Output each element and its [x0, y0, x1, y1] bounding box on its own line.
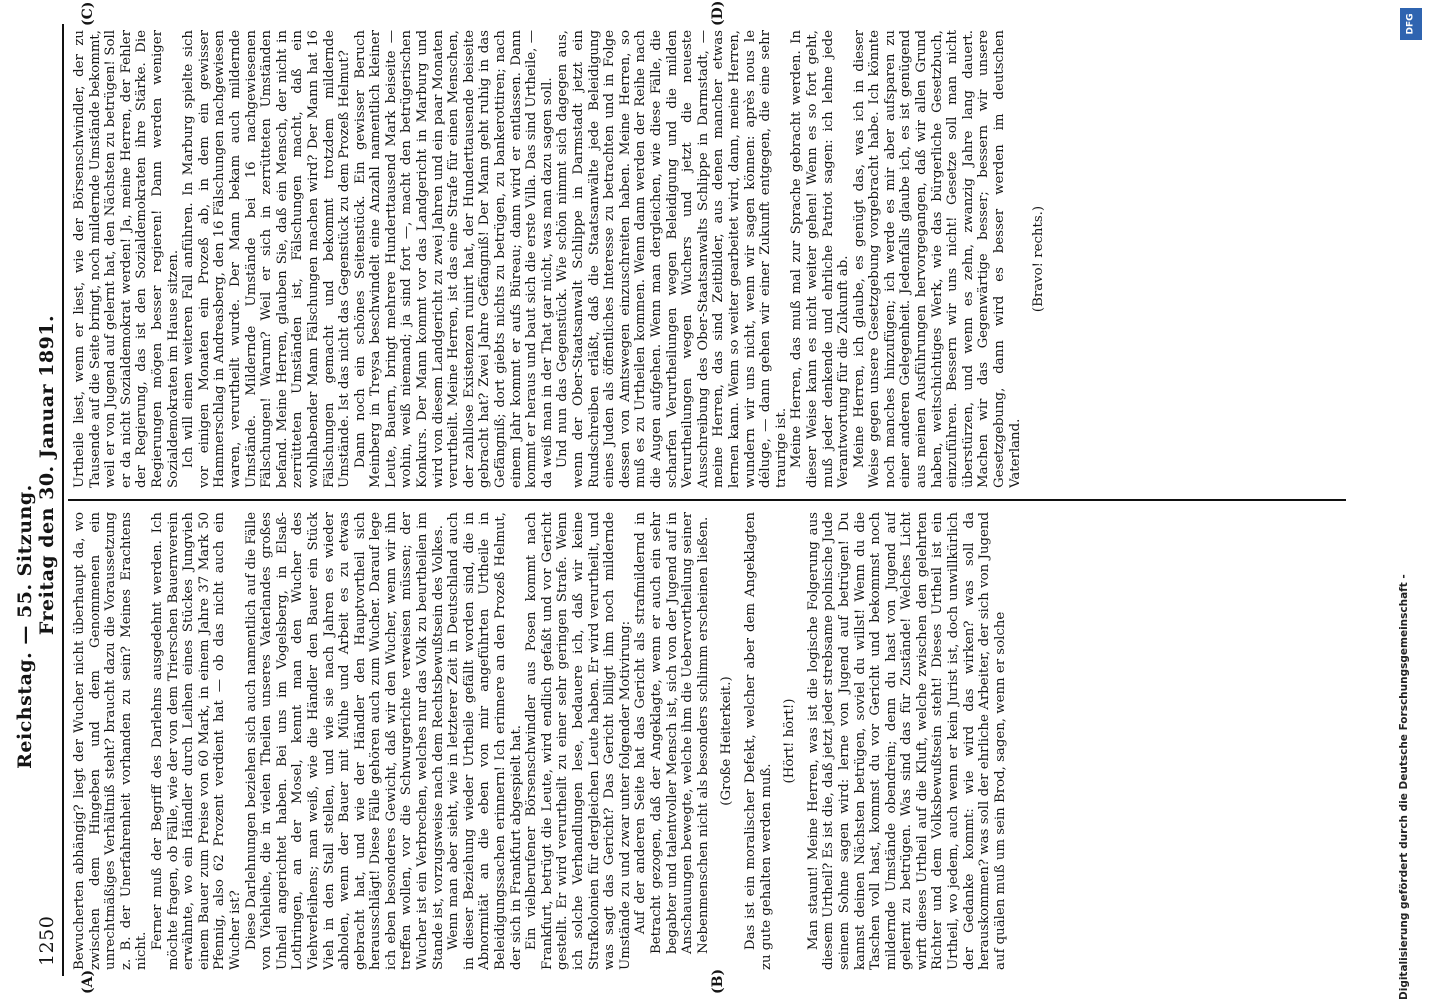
- column-divider: [68, 499, 1346, 501]
- interjection: (Bravo! rechts.): [1031, 205, 1047, 313]
- paragraph: Wenn man aber sieht, wie in letzterer Zeit in Deutschland auch in dieser Beziehung wieder Urtheile gefällt worden sind, die in Abnormität an die eben von mir angeführten Urtheile in Beleidigungssachen erinnern! Ich erinnere an den Prozeß Helmut, der sich in Frankfurt abgespielt hat.: [446, 512, 524, 970]
- rotated-document-page: [14, 0, 1360, 1000]
- right-running-title: Freitag den 30. Januar 1891.: [36, 314, 58, 636]
- paragraph: Meine Herren, ich glaube, es genügt das, was ich in dieser Weise gegen unsere Gesetzgebung vorgebracht habe. Ich könnte noch manches hinzufügen; ich werde es mir aber aufsparen zu einer anderen Gelegenheit. Jedenfalls glaube ich, es ist genügend aus meinen Ausführungen hervorgegangen, daß wir allen Grund haben, weitschichtiges Werk, wie das bürgerliche Gesetzbuch, einzuführen. Bessern wir uns nicht! Gesetze soll man nicht überstürzen, und wenn es zehn, zwanzig Jahre lang dauert. Machen wir das Gegenwärtige besser; bessern wir unsere Gesetzgebung, dann wird es besser werden im deutschen Vaterland.: [851, 30, 1023, 488]
- paragraph: Ferner muß der Begriff des Darlehns ausgedehnt werden. Ich möchte fragen, ob Fälle, wie der von dem Trierschen Bauernverein erwähnte, wo ein Händler durch Leihen eines Stückes Jungvieh einem Bauer zum Preise von 60 Mark, in einem Jahre 37 Mark 50 Pfennig, also 62 Prozent verdient hat — ob das nicht auch ein Wucher ist?: [149, 512, 243, 970]
- paragraph: Diese Darlehnungen beziehen sich auch namentlich auf die Fälle von Viehleihe, die in vielen Theilen unseres Vaterlandes großes Unheil angerichtet haben. Bei uns im Vogelsberg, in Elsaß-Lothringen, an der Mosel, kennt man den Wucher des Viehverleihens; man weiß, wie die Händler den Bauer ein Stück Vieh in den Stall stellen, und wie sie nach Jahren es wieder abholen, wenn der Bauer mit Mühe und Arbeit es zu etwas gebracht hat, und wie der Händler den Hauptvortheil sich herausschlägt! Diese Fälle gehören auch zum Wucher. Darauf lege ich eben besonderes Gewicht, daß wir den Wucher, wenn wir ihn treffen wollen, vor die Schwurgerichte verweisen müssen; der Wucher ist ein Verbrechen, welches nur das Volk zu beurtheilen im Stande ist, vorzugsweise nach dem Rechtsbewußtsein des Volkes.: [243, 512, 446, 970]
- running-title: [14, 84, 58, 866]
- credit-text: Digitalisierung gefördert durch die Deutsche Forschungsgemeinschaft -: [1398, 574, 1410, 1000]
- margin-marker-a: (A): [80, 969, 96, 994]
- paragraph: Ein vielberufener Börsenschwindler aus Posen kommt nach Frankfurt, betrügt die Leute, wird endlich gefaßt und vor Gericht gestellt. Er wird verurtheilt zu einer sehr geringen Strafe. Wenn ich solche Verhandlungen lese, bedauere ich, daß wir keine Strafkolonien für dergleichen Leute haben. Er wird verurtheilt, und was sagt das Gericht? Das Gericht billigt ihm noch mildernde Umstände zu und zwar unter folgender Motivirung:: [524, 512, 633, 970]
- left-text-column: [72, 512, 1342, 970]
- left-running-title: Reichstag. — 55. Sitzung.: [14, 484, 36, 769]
- paragraph: Und nun das Gegenstück. Wie schön nimmt sich dagegen aus, wenn der Ober-Staatsanwalt Schlippe in Darmstadt jetzt ein Rundschreiben erläßt, daß die Staatsanwälte jede Beleidigung eines Juden als öffentliches Interesse zu betrachten und in Folge dessen von Amtswegen einzuschreiten haben. Meine Herren, so muß es zu Urtheilen kommen. Wenn dann werden der Reihe nach die Augen aufgehen. Wenn man dergleichen, wie diese Fälle, die scharfen Verurtheilungen wegen Beleidigung und die milden Verurtheilungen wegen Wuchers und jetzt die neueste Ausschreibung des Ober-Staatsanwalts Schlippe in Darmstadt, — meine Herren, das sind Zeitbilder, aus denen mancher etwas lernen kann. Wenn so weiter gearbeitet wird, dann, meine Herren, wundern wir uns nicht, wenn wir sagen können: après nous le déluge, — dann gehen wir einer Zukunft entgegen, die eine sehr traurige ist.: [555, 30, 789, 488]
- page-header: [14, 24, 64, 976]
- margin-marker-d: (D): [710, 0, 726, 26]
- page-number: 1250: [36, 915, 58, 966]
- paragraph: Urtheile liest, wenn er liest, wie der Börsenschwindler, der zu Tausende auf die Seite bringt, noch mildernde Umstände bekommt, weil er von Jugend auf gelernt hat, den Nächsten zu betrügen! Soll er da nicht Sozialdemokrat werden! Ja, meine Herren, der Fehler der Regierung, das ist den Sozialdemokraten ihre Stärke. Die Regierungen mögen besser regieren! Dann werden weniger Sozialdemokraten im Hause sitzen.: [72, 30, 181, 488]
- dfg-logo-text: DFG: [1405, 13, 1416, 35]
- paragraph: Das ist ein moralischer Defekt, welcher aber dem Angeklagten zu gute gehalten werden muß.: [742, 512, 774, 970]
- dfg-logo: [1400, 8, 1422, 40]
- margin-marker-c: (C): [80, 1, 96, 26]
- quoted-paragraph: Auf der anderen Seite hat das Gericht als strafmildernd in Betracht gezogen, daß der Angeklagte, wenn er auch ein sehr begabter und talentvoller Mensch ist, sich von der Jugend auf in Anschauungen bewegte, welche ihm die Uebervortheilung seiner Nebenmenschen nicht als besonders schlimm erscheinen ließen.: [633, 512, 711, 955]
- margin-marker-b: (B): [710, 968, 726, 994]
- digitization-credit: [1398, 0, 1424, 1000]
- paragraph: Ich will einen weiteren Fall anführen. In Marburg spielte sich vor einigen Monaten ein Prozeß ab, in dem ein gewisser Hammerschlag in Andreasberg, den 16 Fälschungen nachgewiesen waren, verurtheilt wurde. Der Mann bekam auch mildernde Umstände. Mildernde Umstände bei 16 nachgewiesenen Fälschungen! Warum? Weil er sich in zerrütteten Umständen befand. Meine Herren, glauben Sie, daß ein Mensch, der nicht in zerrütteten Umständen ist, Fälschungen macht, daß ein wohlhabender Mann Fälschungen machen wird? Der Mann hat 16 Fälschungen gemacht und bekommt trotzdem mildernde Umstände. Ist das nicht das Gegenstück zu dem Prozeß Helmut?: [181, 30, 353, 488]
- interjection: (Hört! hört!): [782, 698, 798, 784]
- paragraph: Bewucherten abhängig? liegt der Wucher nicht überhaupt da, wo zwischen dem Hingeben und dem Genommenen ein unrechtmäßiges Verhältniß steht? braucht dazu die Voraussetzung z. B. der Unerfahrenheit vorhanden zu sein? Meines Erachtens nicht.: [72, 512, 150, 970]
- paragraph: Dann noch ein schönes Seitenstück. Ein gewisser Beruch Meinberg in Treysa beschwindelt eine Anzahl namentlich kleiner Leute, Bauern, bringt mehrere Hunderttausend Mark beiseite — wohin, weiß niemand; ja sind fort —, macht den betrügerischen Konkurs. Der Mann kommt vor das Landgericht in Marburg und wird von diesem Landgericht zu zwei Jahren und ein paar Monaten verurtheilt. Meine Herren, ist das eine Strafe für einen Menschen, der zahllose Existenzen ruinirt hat, der Hunderttausende beiseite gebracht hat? Zwei Jahre Gefängniß! Der Mann geht ruhig in das Gefängniß; dort giebts nichts zu betrügen, zu bankerottiren; nach einem Jahr kommt er aufs Büreau; dann wird er entlassen. Dann kommt er heraus und baut sich die erste Villa. Das sind Urtheile, — da weiß man in der That gar nicht, was man dazu sagen soll.: [352, 30, 555, 488]
- paragraph: Man staunt! Meine Herren, was ist die logische Folgerung aus diesem Urtheil? Es ist die, daß jetzt jeder strebsame polnische Jude seinem Sohne sagen wird: lerne von Jugend auf betrügen! Du kannst deinen Nächsten betrügen, soviel du willst! Wenn du die Taschen voll hast, kommst du vor Gericht und bekommst noch mildernde Umstände obendrein; denn du hast von Jugend auf gelernt zu betrügen. Was sind das für Zustände! Welches Licht wirft dieses Urtheil auf die Kluft, welche zwischen den gelehrten Richter und dem Volksbewußtsein steht! Dieses Urtheil ist ein Urtheil, wo jedem, auch wenn er kein Jurist ist, doch unwillkürlich der Gedanke kommt: wie wird das wirken? was soll da herauskommen? was soll der ehrliche Arbeiter, der sich von Jugend auf quälen muß um sein Brod, sagen, wenn er solche: [805, 512, 1008, 970]
- paragraph: Meine Herren, das muß mal zur Sprache gebracht werden. In dieser Weise kann es nicht weiter gehen! Wenn es so fort geht, muß jeder denkende und ehrliche Patriot sagen: ich lehne jede Verantwortung für die Zukunft ab.: [789, 30, 852, 488]
- interjection: (Große Heiterkeit.): [719, 676, 735, 806]
- right-text-column: [72, 30, 1342, 488]
